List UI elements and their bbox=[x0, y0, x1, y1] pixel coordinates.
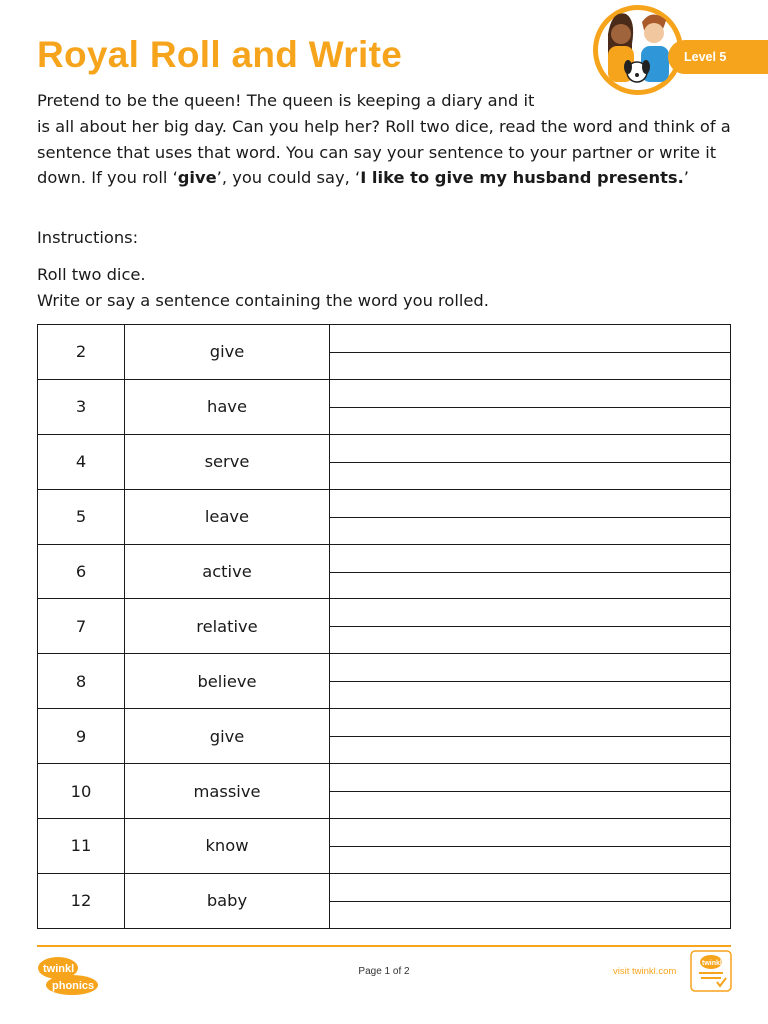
writing-lines[interactable] bbox=[330, 599, 731, 654]
writing-lines[interactable] bbox=[330, 709, 731, 764]
roll-number: 6 bbox=[38, 544, 125, 599]
table-row bbox=[38, 819, 731, 874]
roll-number: 11 bbox=[38, 819, 125, 874]
page-number: Page 1 of 2 bbox=[358, 966, 410, 977]
roll-number: 10 bbox=[38, 764, 125, 819]
writing-lines[interactable] bbox=[330, 379, 731, 434]
table-row bbox=[38, 434, 731, 489]
instruction-step: Roll two dice. bbox=[37, 265, 146, 284]
table-row bbox=[38, 873, 731, 928]
roll-number: 3 bbox=[38, 379, 125, 434]
writing-lines[interactable] bbox=[330, 764, 731, 819]
writing-lines[interactable] bbox=[330, 873, 731, 928]
roll-word: give bbox=[125, 325, 330, 380]
roll-word: know bbox=[125, 819, 330, 874]
table-row bbox=[38, 709, 731, 764]
roll-word: active bbox=[125, 544, 330, 599]
intro-keyword: give bbox=[177, 168, 217, 188]
intro-text-mid: ’, you could say, ‘ bbox=[216, 168, 361, 188]
table-row bbox=[38, 599, 731, 654]
intro-paragraph bbox=[37, 88, 732, 191]
roll-word: leave bbox=[125, 489, 330, 544]
roll-number: 4 bbox=[38, 434, 125, 489]
table-row bbox=[38, 489, 731, 544]
roll-word: baby bbox=[125, 873, 330, 928]
writing-lines[interactable] bbox=[330, 544, 731, 599]
roll-word: serve bbox=[125, 434, 330, 489]
writing-lines[interactable] bbox=[330, 489, 731, 544]
table-row bbox=[38, 379, 731, 434]
intro-text-end: ’ bbox=[683, 168, 689, 188]
roll-number: 9 bbox=[38, 709, 125, 764]
table-row bbox=[38, 654, 731, 709]
table-row bbox=[38, 325, 731, 380]
writing-lines[interactable] bbox=[330, 819, 731, 874]
badge-text: twinkl bbox=[702, 960, 722, 967]
roll-number: 12 bbox=[38, 873, 125, 928]
table-row bbox=[38, 544, 731, 599]
writing-lines[interactable] bbox=[330, 325, 731, 380]
roll-number: 5 bbox=[38, 489, 125, 544]
instructions-list bbox=[37, 262, 489, 314]
instruction-step: Write or say a sentence containing the word you rolled. bbox=[37, 291, 489, 310]
writing-lines[interactable] bbox=[330, 654, 731, 709]
intro-line-1: Pretend to be the queen! The queen is keeping a diary and it bbox=[37, 91, 535, 110]
page-title: Royal Roll and Write bbox=[37, 34, 403, 75]
level-badge: Level 5 bbox=[668, 40, 768, 74]
roll-number: 2 bbox=[38, 325, 125, 380]
roll-number: 7 bbox=[38, 599, 125, 654]
footer-divider bbox=[37, 945, 731, 947]
visit-link[interactable]: visit twinkl.com bbox=[613, 966, 677, 977]
roll-word: relative bbox=[125, 599, 330, 654]
roll-word: believe bbox=[125, 654, 330, 709]
roll-word: have bbox=[125, 379, 330, 434]
intro-example-sentence: I like to give my husband presents. bbox=[360, 168, 684, 188]
roll-word: give bbox=[125, 709, 330, 764]
logo-text-bottom: phonics bbox=[52, 980, 95, 992]
quality-standard-badge bbox=[690, 950, 732, 992]
table-row bbox=[38, 764, 731, 819]
dice-word-table bbox=[37, 324, 731, 929]
writing-lines[interactable] bbox=[330, 434, 731, 489]
instructions-heading: Instructions: bbox=[37, 228, 139, 247]
roll-word: massive bbox=[125, 764, 330, 819]
logo-text-top: twinkl bbox=[43, 963, 75, 975]
roll-number: 8 bbox=[38, 654, 125, 709]
intro-text: is all about her big day. Can you help her? Roll two dice, read the word and think of a sentence that uses that word. You can say your sentence to your partner or write it down. If you roll ‘ bbox=[37, 116, 731, 188]
